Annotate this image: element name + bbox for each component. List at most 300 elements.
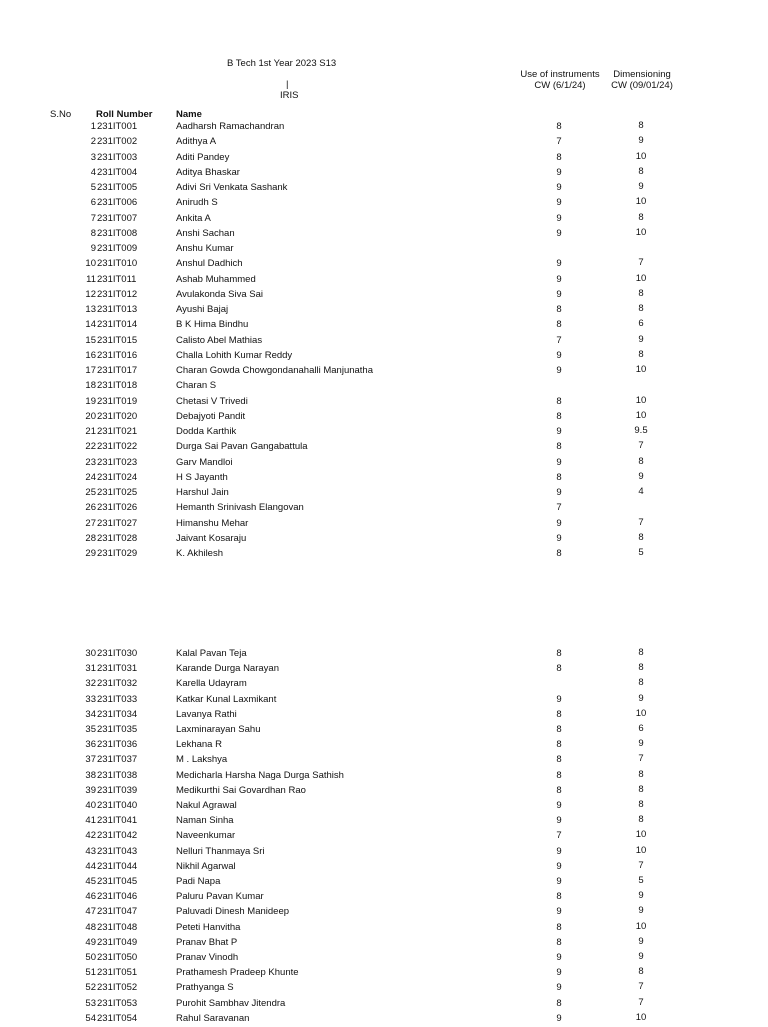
row-mark-dimensioning: 8	[638, 662, 644, 674]
table-row	[0, 121, 768, 135]
table-row	[0, 982, 768, 996]
table-row	[0, 663, 768, 677]
row-name: Debajyoti Pandit	[176, 410, 246, 422]
row-mark-instruments: 9	[556, 967, 562, 979]
row-name: M . Lakshya	[176, 754, 228, 766]
row-sno: 54	[85, 1012, 96, 1024]
row-mark-instruments: 9	[556, 456, 562, 468]
row-name: Aadharsh Ramachandran	[176, 121, 285, 132]
row-roll-number: 231IT037	[97, 754, 138, 766]
row-sno: 46	[85, 891, 96, 903]
column-header-use-of-instruments	[510, 69, 610, 91]
row-roll-number: 231IT014	[97, 319, 138, 331]
row-sno: 29	[85, 548, 96, 559]
row-mark-instruments: 8	[556, 724, 562, 735]
table-row	[0, 754, 768, 768]
row-sno: 25	[85, 487, 96, 498]
row-sno: 22	[85, 441, 96, 453]
row-mark-dimensioning: 8	[638, 647, 644, 658]
row-sno: 18	[85, 380, 96, 392]
row-roll-number: 231IT036	[97, 739, 138, 751]
row-mark-dimensioning: 8	[638, 768, 644, 780]
row-name: Ankita A	[176, 212, 211, 224]
row-mark-instruments: 9	[556, 212, 562, 224]
row-mark-instruments: 8	[556, 997, 562, 1009]
row-roll-number: 231IT054	[97, 1012, 138, 1024]
row-sno: 14	[85, 319, 96, 331]
table-row	[0, 906, 768, 920]
row-sno: 16	[85, 349, 96, 361]
row-sno: 50	[85, 952, 96, 963]
row-roll-number: 231IT042	[97, 830, 138, 842]
row-mark-dimensioning: 9	[638, 692, 644, 704]
table-row	[0, 937, 768, 951]
row-roll-number: 231IT028	[97, 532, 138, 544]
table-row	[0, 426, 768, 440]
row-mark-instruments: 8	[556, 708, 562, 720]
row-roll-number: 231IT015	[97, 334, 138, 346]
table-row	[0, 472, 768, 486]
table-row	[0, 876, 768, 890]
row-mark-dimensioning: 10	[635, 364, 647, 375]
row-sno: 13	[85, 304, 96, 315]
row-mark-dimensioning: 8	[638, 455, 644, 467]
row-sno: 39	[85, 784, 96, 796]
row-roll-number: 231IT004	[97, 166, 138, 178]
row-name: Aditya Bhaskar	[176, 166, 240, 178]
row-mark-dimensioning: 8	[638, 531, 644, 543]
row-sno: 51	[85, 967, 96, 979]
row-mark-instruments: 9	[556, 365, 562, 376]
column-header-name: Name	[176, 109, 202, 120]
row-name: Nikhil Agarwal	[176, 860, 236, 872]
row-roll-number: 231IT017	[97, 365, 138, 376]
row-roll-number: 231IT050	[97, 952, 138, 963]
row-name: Medikurthi Sai Govardhan Rao	[176, 784, 306, 796]
row-mark-instruments: 8	[556, 410, 562, 422]
row-name: Himanshu Mehar	[176, 517, 249, 529]
row-name: Katkar Kunal Laxmikant	[176, 693, 277, 705]
row-name: Laxminarayan Sahu	[176, 724, 261, 735]
row-mark-dimensioning: 8	[638, 966, 644, 978]
row-sno: 40	[85, 800, 96, 811]
row-roll-number: 231IT011	[97, 273, 137, 285]
row-name: Rahul Saravanan	[176, 1012, 250, 1024]
row-name: Hemanth Srinivash Elangovan	[176, 502, 304, 514]
row-name: Pranav Vinodh	[176, 952, 239, 963]
row-sno: 34	[85, 708, 96, 720]
row-roll-number: 231IT019	[97, 395, 138, 407]
row-mark-instruments: 9	[556, 349, 562, 361]
row-roll-number: 231IT005	[97, 182, 138, 193]
row-name: Lekhana R	[176, 739, 222, 751]
row-mark-instruments: 8	[556, 319, 562, 331]
row-mark-dimensioning: 7	[638, 440, 644, 452]
row-sno: 31	[85, 663, 96, 675]
row-mark-instruments: 7	[556, 136, 562, 148]
row-name: Ayushi Bajaj	[176, 304, 229, 315]
row-roll-number: 231IT044	[97, 860, 138, 872]
row-sno: 3	[90, 151, 96, 163]
row-mark-dimensioning: 9	[638, 890, 644, 902]
header-iris: IRIS	[280, 90, 299, 101]
row-mark-dimensioning: 9	[638, 181, 644, 192]
row-mark-dimensioning: 5	[638, 875, 644, 886]
row-name: Nakul Agrawal	[176, 800, 237, 811]
row-name: Karella Udayram	[176, 678, 247, 690]
row-mark-dimensioning: 9	[638, 905, 644, 917]
table-row	[0, 815, 768, 829]
row-sno: 52	[85, 982, 96, 994]
row-mark-dimensioning: 8	[638, 799, 644, 810]
row-sno: 12	[85, 288, 96, 300]
row-mark-instruments: 9	[556, 845, 562, 857]
row-name: Charan S	[176, 380, 217, 392]
row-name: Lavanya Rathi	[176, 708, 237, 720]
row-mark-instruments: 8	[556, 784, 562, 796]
row-mark-instruments: 9	[556, 1012, 562, 1024]
row-name: Chetasi V Trivedi	[176, 395, 248, 407]
row-sno: 44	[85, 860, 96, 872]
row-sno: 6	[90, 197, 96, 209]
row-mark-instruments: 8	[556, 548, 562, 559]
row-name: Anirudh S	[176, 197, 218, 209]
table-row	[0, 350, 768, 364]
row-roll-number: 231IT047	[97, 906, 138, 918]
table-row	[0, 441, 768, 455]
row-roll-number: 231IT038	[97, 769, 138, 781]
table-row	[0, 891, 768, 905]
row-mark-dimensioning: 9	[638, 951, 644, 962]
row-mark-instruments: 8	[556, 648, 562, 659]
row-mark-instruments: 9	[556, 532, 562, 544]
row-mark-dimensioning: 8	[638, 120, 644, 131]
row-sno: 1	[90, 121, 96, 132]
row-sno: 20	[85, 410, 96, 422]
row-mark-dimensioning: 10	[635, 196, 647, 208]
row-roll-number: 231IT033	[97, 693, 138, 705]
row-mark-instruments: 8	[556, 739, 562, 751]
row-sno: 9	[90, 243, 96, 254]
row-roll-number: 231IT051	[97, 967, 138, 979]
table-row	[0, 136, 768, 150]
table-row	[0, 678, 768, 692]
row-name: Medicharla Harsha Naga Durga Sathish	[176, 769, 344, 781]
table-row	[0, 396, 768, 410]
row-mark-instruments: 8	[556, 441, 562, 453]
row-mark-dimensioning: 10	[635, 844, 647, 856]
table-row	[0, 724, 768, 738]
row-sno: 24	[85, 471, 96, 483]
table-row	[0, 152, 768, 166]
row-mark-dimensioning: 10	[635, 409, 647, 421]
row-name: Harshul Jain	[176, 487, 229, 498]
row-sno: 28	[85, 532, 96, 544]
row-mark-instruments: 9	[556, 517, 562, 529]
row-sno: 37	[85, 754, 96, 766]
row-sno: 38	[85, 769, 96, 781]
row-mark-dimensioning: 7	[638, 981, 644, 993]
column-header-roll-number: Roll Number	[96, 109, 153, 120]
column-header-sno: S.No	[50, 109, 72, 120]
table-row	[0, 739, 768, 753]
col1-line1: Use of instruments	[520, 69, 600, 80]
table-row	[0, 411, 768, 425]
row-mark-dimensioning: 8	[638, 211, 644, 223]
table-row	[0, 289, 768, 303]
row-mark-instruments: 9	[556, 876, 562, 887]
row-mark-dimensioning: 8	[638, 814, 644, 826]
row-roll-number: 231IT002	[97, 136, 138, 148]
table-row	[0, 952, 768, 966]
row-mark-instruments: 9	[556, 426, 562, 437]
row-sno: 7	[90, 212, 96, 224]
row-mark-dimensioning: 7	[638, 753, 644, 765]
table-row	[0, 335, 768, 349]
table-row	[0, 258, 768, 272]
row-sno: 27	[85, 517, 96, 529]
row-roll-number: 231IT008	[97, 227, 138, 239]
table-row	[0, 922, 768, 936]
row-roll-number: 231IT001	[97, 121, 138, 132]
row-roll-number: 231IT021	[97, 426, 138, 437]
row-name: Padi Napa	[176, 876, 221, 887]
row-name: Purohit Sambhav Jitendra	[176, 997, 286, 1009]
table-row	[0, 861, 768, 875]
row-sno: 15	[85, 334, 96, 346]
row-mark-instruments: 8	[556, 471, 562, 483]
table-row	[0, 694, 768, 708]
table-row	[0, 518, 768, 532]
row-name: Charan Gowda Chowgondanahalli Manjunatha	[176, 365, 373, 376]
table-row	[0, 487, 768, 501]
row-roll-number: 231IT022	[97, 441, 138, 453]
row-roll-number: 231IT032	[97, 678, 138, 690]
table-row	[0, 548, 768, 562]
table-row	[0, 648, 768, 662]
row-roll-number: 231IT024	[97, 471, 138, 483]
row-sno: 10	[85, 258, 96, 270]
row-mark-instruments: 8	[556, 121, 562, 132]
table-row	[0, 998, 768, 1012]
table-row	[0, 502, 768, 516]
row-mark-instruments: 9	[556, 800, 562, 811]
row-name: Kalal Pavan Teja	[176, 648, 247, 659]
row-mark-instruments: 9	[556, 982, 562, 994]
row-mark-instruments: 8	[556, 151, 562, 163]
row-mark-instruments: 9	[556, 952, 562, 963]
row-mark-dimensioning: 9	[638, 333, 644, 345]
row-mark-instruments: 8	[556, 891, 562, 903]
row-sno: 19	[85, 395, 96, 407]
row-mark-dimensioning: 9.5	[634, 425, 648, 436]
row-name: Challa Lohith Kumar Reddy	[176, 349, 293, 361]
row-sno: 48	[85, 921, 96, 933]
row-name: Pranav Bhat P	[176, 936, 238, 948]
row-name: Anshul Dadhich	[176, 258, 243, 270]
col1-line2: CW (6/1/24)	[534, 80, 586, 91]
col2-line2: CW (09/01/24)	[611, 80, 673, 91]
table-row	[0, 533, 768, 547]
row-name: Adivi Sri Venkata Sashank	[176, 182, 288, 193]
row-mark-instruments: 8	[556, 921, 562, 933]
row-mark-dimensioning: 9	[638, 135, 644, 147]
row-roll-number: 231IT025	[97, 487, 138, 498]
row-mark-instruments: 8	[556, 936, 562, 948]
row-name: Anshi Sachan	[176, 227, 235, 239]
row-name: Prathamesh Pradeep Khunte	[176, 967, 299, 979]
table-row	[0, 197, 768, 211]
row-mark-instruments: 7	[556, 334, 562, 346]
row-mark-instruments: 8	[556, 769, 562, 781]
row-roll-number: 231IT031	[97, 663, 138, 675]
row-roll-number: 231IT013	[97, 304, 138, 315]
table-row	[0, 800, 768, 814]
row-mark-dimensioning: 7	[638, 257, 644, 269]
table-row	[0, 243, 768, 257]
row-roll-number: 231IT039	[97, 784, 138, 796]
row-mark-dimensioning: 7	[638, 516, 644, 528]
row-mark-dimensioning: 10	[635, 150, 647, 162]
row-roll-number: 231IT049	[97, 936, 138, 948]
table-row	[0, 274, 768, 288]
row-name: Calisto Abel Mathias	[176, 334, 263, 346]
row-roll-number: 231IT007	[97, 212, 138, 224]
row-name: Jaivant Kosaraju	[176, 532, 247, 544]
row-mark-instruments: 9	[556, 182, 562, 193]
table-row	[0, 365, 768, 379]
row-name: Ashab Muhammed	[176, 273, 256, 285]
row-mark-instruments: 8	[556, 304, 562, 315]
row-roll-number: 231IT006	[97, 197, 138, 209]
row-name: Naman Sinha	[176, 815, 234, 827]
row-roll-number: 231IT040	[97, 800, 138, 811]
row-mark-dimensioning: 8	[638, 303, 644, 314]
row-roll-number: 231IT009	[97, 243, 138, 254]
row-mark-dimensioning: 9	[638, 935, 644, 947]
row-mark-dimensioning: 10	[635, 272, 647, 284]
row-roll-number: 231IT053	[97, 997, 138, 1009]
row-name: Karande Durga Narayan	[176, 663, 279, 675]
table-row	[0, 457, 768, 471]
row-sno: 4	[90, 166, 96, 178]
row-roll-number: 231IT018	[97, 380, 138, 392]
row-roll-number: 231IT026	[97, 502, 138, 514]
table-row	[0, 213, 768, 227]
table-row	[0, 1013, 768, 1027]
header-pipe: |	[286, 79, 289, 90]
row-sno: 49	[85, 936, 96, 948]
row-name: Adithya A	[176, 136, 217, 148]
table-row	[0, 167, 768, 181]
table-row	[0, 785, 768, 799]
row-mark-dimensioning: 10	[635, 920, 647, 932]
row-mark-dimensioning: 10	[635, 1011, 647, 1023]
row-sno: 43	[85, 845, 96, 857]
row-roll-number: 231IT003	[97, 151, 138, 163]
row-name: H S Jayanth	[176, 471, 228, 483]
row-mark-dimensioning: 8	[638, 348, 644, 360]
row-mark-dimensioning: 10	[635, 394, 647, 406]
row-sno: 41	[85, 815, 96, 827]
table-row	[0, 380, 768, 394]
row-sno: 53	[85, 997, 96, 1009]
row-mark-instruments: 9	[556, 815, 562, 827]
row-roll-number: 231IT027	[97, 517, 138, 529]
row-mark-instruments: 9	[556, 227, 562, 239]
row-mark-dimensioning: 7	[638, 859, 644, 871]
row-sno: 35	[85, 724, 96, 735]
row-sno: 30	[85, 648, 96, 659]
row-sno: 5	[90, 182, 96, 193]
row-sno: 8	[90, 227, 96, 239]
row-mark-instruments: 7	[556, 830, 562, 842]
row-mark-instruments: 9	[556, 487, 562, 498]
row-mark-instruments: 7	[556, 502, 562, 514]
row-name: Nelluri Thanmaya Sri	[176, 845, 265, 857]
row-roll-number: 231IT016	[97, 349, 138, 361]
row-name: Durga Sai Pavan Gangabattula	[176, 441, 308, 453]
row-sno: 36	[85, 739, 96, 751]
table-row	[0, 830, 768, 844]
row-roll-number: 231IT041	[97, 815, 138, 827]
row-name: Aditi Pandey	[176, 151, 230, 163]
row-name: Garv Mandloi	[176, 456, 233, 468]
row-mark-dimensioning: 4	[638, 486, 644, 497]
row-sno: 45	[85, 876, 96, 887]
row-roll-number: 231IT010	[97, 258, 138, 270]
row-roll-number: 231IT029	[97, 548, 138, 559]
table-row	[0, 709, 768, 723]
row-roll-number: 231IT035	[97, 724, 138, 735]
row-name: Paluvadi Dinesh Manideep	[176, 906, 290, 918]
row-mark-dimensioning: 6	[638, 723, 644, 734]
table-row	[0, 967, 768, 981]
row-mark-dimensioning: 8	[638, 677, 644, 689]
row-name: Paluru Pavan Kumar	[176, 891, 264, 903]
row-mark-dimensioning: 9	[638, 470, 644, 482]
row-roll-number: 231IT045	[97, 876, 138, 887]
row-sno: 11	[86, 273, 96, 285]
row-roll-number: 231IT034	[97, 708, 138, 720]
row-mark-instruments: 8	[556, 663, 562, 675]
row-mark-dimensioning: 8	[638, 287, 644, 299]
row-name: Naveenkumar	[176, 830, 236, 842]
table-row	[0, 304, 768, 318]
row-name: Prathyanga S	[176, 982, 234, 994]
row-mark-dimensioning: 10	[635, 829, 647, 841]
row-name: Avulakonda Siva Sai	[176, 288, 263, 300]
row-mark-instruments: 9	[556, 258, 562, 270]
row-mark-instruments: 9	[556, 197, 562, 209]
row-mark-dimensioning: 10	[635, 707, 647, 719]
row-roll-number: 231IT043	[97, 845, 138, 857]
row-mark-dimensioning: 5	[638, 547, 644, 558]
row-roll-number: 231IT048	[97, 921, 138, 933]
row-roll-number: 231IT052	[97, 982, 138, 994]
row-sno: 42	[85, 830, 96, 842]
row-mark-dimensioning: 8	[638, 783, 644, 795]
row-sno: 21	[85, 426, 96, 437]
row-roll-number: 231IT012	[97, 288, 138, 300]
row-mark-instruments: 8	[556, 395, 562, 407]
row-mark-instruments: 9	[556, 860, 562, 872]
row-mark-dimensioning: 10	[635, 226, 647, 238]
table-row	[0, 770, 768, 784]
row-mark-dimensioning: 8	[638, 165, 644, 177]
row-roll-number: 231IT030	[97, 648, 138, 659]
row-mark-instruments: 9	[556, 288, 562, 300]
